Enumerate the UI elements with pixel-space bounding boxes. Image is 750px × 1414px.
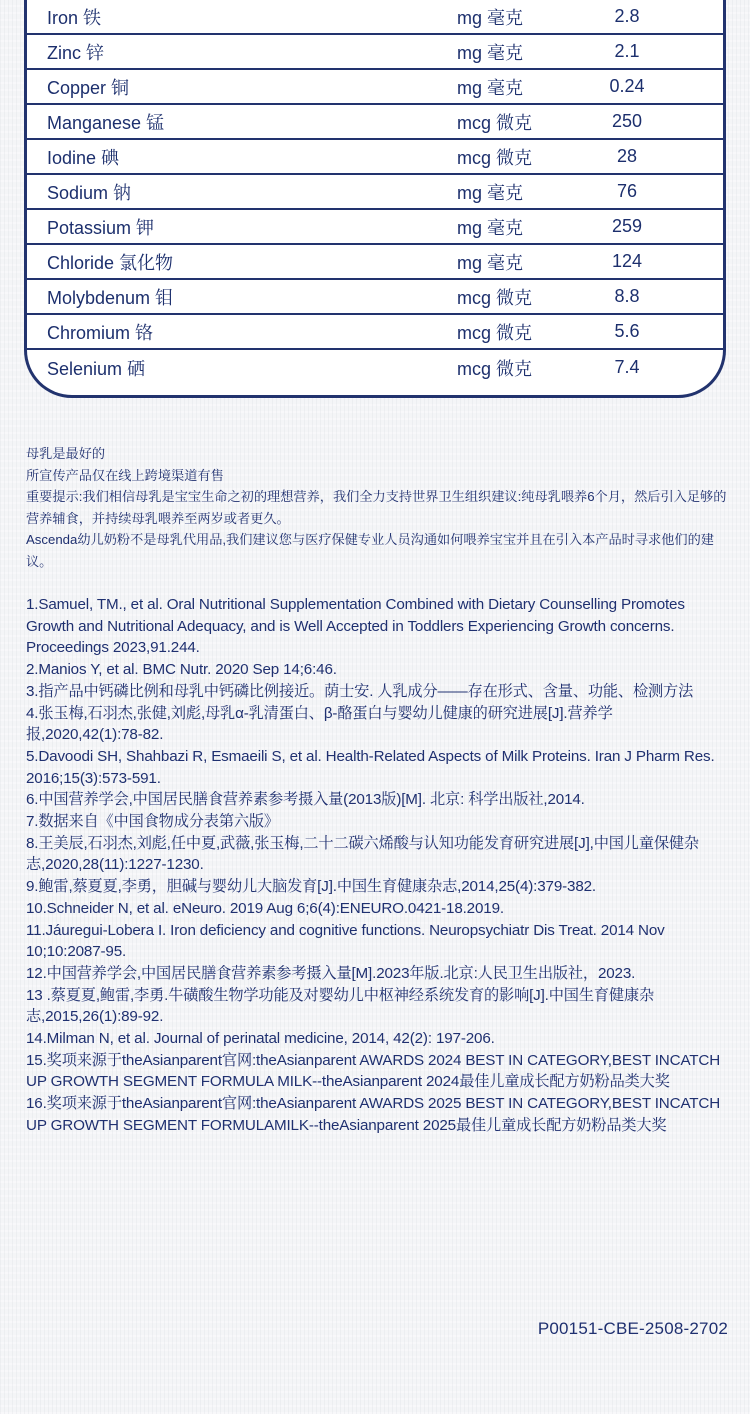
nutrient-unit: mcg 微克 (457, 287, 533, 308)
nutrient-row-iron (27, 0, 723, 35)
nutrient-value: 124 (611, 251, 643, 271)
reference-item: 10.Schneider N, et al. eNeuro. 2019 Aug 6;6(4):ENEURO.0421-18.2019. (26, 899, 504, 917)
nutrient-name: Chromium 铬 (47, 322, 154, 343)
reference-item: 2.Manios Y, et al. BMC Nutr. 2020 Sep 14;6:46. (26, 661, 337, 679)
nutrient-name: Iron 铁 (47, 7, 102, 28)
reference-item: 15.奖项来源于theAsianparent官网:theAsianparent AWARDS 2024 BEST IN CATEGORY,BEST INCATCH UP GROWTH SEGMENT FORMULA MILK--theAsianparent 2024最佳儿童成长配方奶粉品类大奖 (26, 1051, 721, 1091)
nutrient-name: Sodium 钠 (47, 182, 132, 203)
reference-item: 9.鲍雷,蔡夏夏,李勇，胆碱与婴幼儿大脑发育[J].中国生育健康杂志,2014,25(4):379-382. (26, 878, 596, 896)
nutrient-name: Zinc 锌 (47, 42, 105, 63)
nutrient-value: 7.4 (614, 357, 640, 377)
nutrient-unit: mg 毫克 (457, 217, 524, 238)
nutrient-row-selenium (27, 350, 723, 385)
nutrient-unit: mg 毫克 (457, 77, 524, 98)
nutrient-name: Copper 铜 (47, 77, 130, 98)
nutrient-table (24, 0, 726, 398)
nutrient-row-chromium (27, 315, 723, 350)
nutrient-value: 5.6 (614, 321, 640, 341)
notice-channel: 所宣传产品仅在线上跨境渠道有售 (26, 467, 224, 483)
reference-item: 6.中国营养学会,中国居民膳食营养素参考摄入量(2013版)[M]. 北京: 科学出版社,2014. (26, 791, 585, 809)
nutrient-value: 250 (611, 111, 643, 131)
notice-important: 重要提示:我们相信母乳是宝宝生命之初的理想营养，我们全力支持世界卫生组织建议:纯母乳喂养6个月，然后引入足够的营养辅食，并持续母乳喂养至两岁或者更久。 (26, 489, 727, 526)
nutrient-name: Manganese 锰 (47, 112, 165, 133)
reference-item: 3.指产品中钙磷比例和母乳中钙磷比例接近。荫士安. 人乳成分——存在形式、含量、功能、检测方法 (26, 682, 694, 700)
nutrient-unit: mg 毫克 (457, 182, 524, 203)
nutrient-unit: mcg 微克 (457, 147, 533, 168)
nutrient-value: 28 (616, 146, 638, 166)
nutrient-name: Molybdenum 钼 (47, 287, 174, 308)
notice-block (26, 443, 731, 572)
reference-item: 16.奖项来源于theAsianparent官网:theAsianparent AWARDS 2025 BEST IN CATEGORY,BEST INCATCH UP GROWTH SEGMENT FORMULAMILK--theAsianparent 2025最佳儿童成长配方奶粉品类大奖 (26, 1095, 721, 1134)
nutrient-name: Chloride 氯化物 (47, 252, 174, 273)
nutrient-unit: mg 毫克 (457, 42, 524, 63)
nutrient-row-manganese (27, 105, 723, 140)
nutrient-row-potassium (27, 210, 723, 245)
nutrient-row-zinc (27, 35, 723, 70)
reference-item: 12.中国营养学会,中国居民膳食营养素参考摄入量[M].2023年版.北京:人民卫生出版社，2023. (26, 964, 636, 982)
reference-item: 11.Jáuregui-Lobera I. Iron deficiency and cognitive functions. Neuropsychiatr Dis Treat. 2014 Nov 10;10:2087-95. (26, 921, 665, 961)
nutrient-value: 8.8 (614, 286, 640, 306)
document-code: P00151-CBE-2508-2702 (537, 1319, 728, 1338)
reference-item: 14.Milman N, et al. Journal of perinatal medicine, 2014, 42(2): 197-206. (26, 1030, 495, 1048)
nutrient-name: Iodine 碘 (47, 147, 120, 168)
nutrient-unit: mg 毫克 (457, 7, 524, 28)
nutrient-value: 2.1 (614, 41, 640, 61)
nutrient-value: 76 (616, 181, 638, 201)
nutrient-row-chloride (27, 245, 723, 280)
reference-item: 5.Davoodi SH, Shahbazi R, Esmaeili S, et al. Health-Related Aspects of Milk Proteins. Iran J Pharm Res. 2016;15(3):573-591. (26, 747, 715, 787)
reference-item: 8.王美辰,石羽杰,刘彪,任中夏,武薇,张玉梅,二十二碳六烯酸与认知功能发育研究进展[J],中国儿童保健杂志,2020,28(11):1227-1230. (26, 834, 699, 874)
nutrient-value: 0.24 (609, 76, 645, 96)
reference-list (26, 594, 726, 1137)
nutrient-row-sodium (27, 175, 723, 210)
nutrient-row-molybdenum (27, 280, 723, 315)
reference-item: 13 .蔡夏夏,鲍雷,李勇.牛磺酸生物学功能及对婴幼儿中枢神经系统发育的影响[J].中国生育健康杂志,2015,26(1):89-92. (26, 986, 655, 1026)
nutrient-value: 259 (611, 216, 643, 236)
nutrient-name: Potassium 钾 (47, 217, 155, 238)
nutrient-unit: mcg 微克 (457, 358, 533, 379)
nutrient-unit: mcg 微克 (457, 322, 533, 343)
nutrient-unit: mg 毫克 (457, 252, 524, 273)
nutrient-row-copper (27, 70, 723, 105)
nutrient-name: Selenium 硒 (47, 358, 146, 379)
notice-breastmilk: 母乳是最好的 (26, 446, 106, 461)
nutrient-row-iodine (27, 140, 723, 175)
notice-advice: Ascenda幼儿奶粉不是母乳代用品,我们建议您与医疗保健专业人员沟通如何喂养宝宝并且在引入本产品时寻求他们的建议。 (26, 532, 714, 569)
reference-item: 1.Samuel, TM., et al. Oral Nutritional Supplementation Combined with Dietary Counselling Promotes Growth and Nutritional Adequacy, and is Well Accepted in Toddlers Experiencing Growth concerns. Proceedings 2023,91.244. (26, 596, 685, 657)
nutrient-unit: mcg 微克 (457, 112, 533, 133)
nutrient-value: 2.8 (614, 6, 640, 26)
reference-item: 4.张玉梅,石羽杰,张健,刘彪,母乳α-乳清蛋白、β-酪蛋白与婴幼儿健康的研究进展[J].营养学报,2020,42(1):78-82. (26, 704, 613, 744)
reference-item: 7.数据来自《中国食物成分表第六版》 (26, 813, 279, 831)
